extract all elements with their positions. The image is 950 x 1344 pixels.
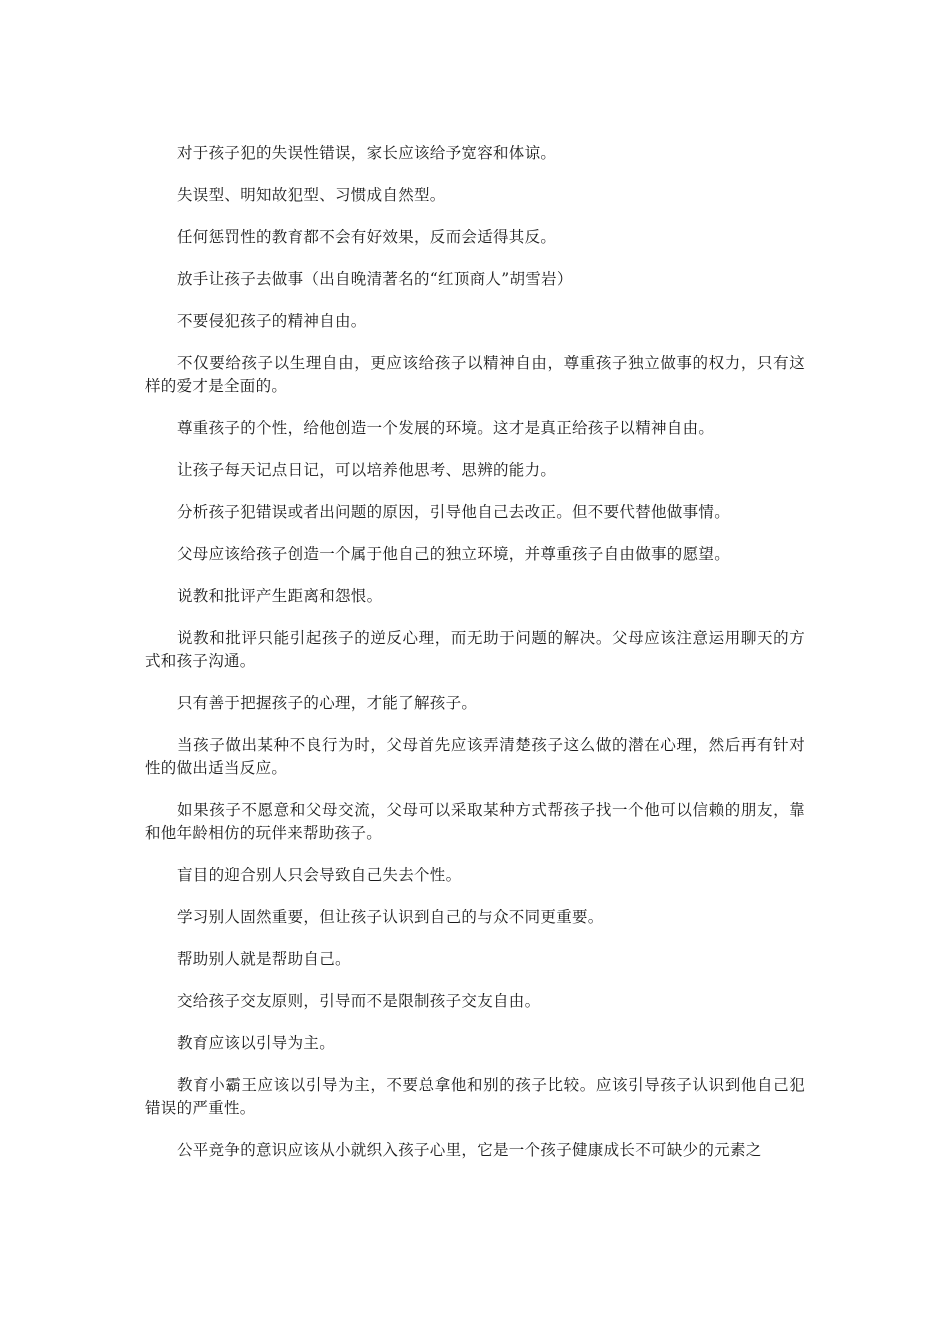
paragraph: 父母应该给孩子创造一个属于他自己的独立环境，并尊重孩子自由做事的愿望。 [177, 545, 731, 563]
paragraph: 不仅要给孩子以生理自由，更应该给孩子以精神自由，尊重孩子独立做事的权力，只有这样的爱才是全面的。 [145, 354, 805, 395]
paragraph: 让孩子每天记点日记，可以培养他思考、思辨的能力。 [177, 461, 557, 479]
paragraph: 公平竞争的意识应该从小就织入孩子心里，它是一个孩子健康成长不可缺少的元素之 [177, 1141, 762, 1159]
paragraph: 分析孩子犯错误或者出问题的原因，引导他自己去改正。但不要代替他做事情。 [177, 503, 731, 521]
paragraph: 任何惩罚性的教育都不会有好效果，反而会适得其反。 [177, 228, 557, 246]
paragraph: 教育应该以引导为主。 [177, 1034, 336, 1052]
paragraph: 放手让孩子去做事（出自晚清著名的“红顶商人”胡雪岩） [177, 270, 573, 288]
paragraph: 如果孩子不愿意和父母交流，父母可以采取某种方式帮孩子找一个他可以信赖的朋友，靠和他年龄相仿的玩伴来帮助孩子。 [145, 801, 805, 842]
document-body [145, 142, 805, 1181]
paragraph: 只有善于把握孩子的心理，才能了解孩子。 [177, 694, 478, 712]
paragraph: 教育小霸王应该以引导为主，不要总拿他和别的孩子比较。应该引导孩子认识到他自己犯错误的严重性。 [145, 1076, 805, 1117]
paragraph: 盲目的迎合别人只会导致自己失去个性。 [177, 866, 462, 884]
paragraph: 交给孩子交友原则，引导而不是限制孩子交友自由。 [177, 992, 541, 1010]
paragraph: 失误型、明知故犯型、习惯成自然型。 [177, 186, 446, 204]
paragraph: 尊重孩子的个性，给他创造一个发展的环境。这才是真正给孩子以精神自由。 [177, 419, 715, 437]
paragraph: 对于孩子犯的失误性错误，家长应该给予宽容和体谅。 [177, 144, 557, 162]
paragraph: 说教和批评只能引起孩子的逆反心理，而无助于问题的解决。父母应该注意运用聊天的方式和孩子沟通。 [145, 629, 805, 670]
paragraph: 学习别人固然重要，但让孩子认识到自己的与众不同更重要。 [177, 908, 604, 926]
paragraph: 说教和批评产生距离和怨恨。 [177, 587, 383, 605]
paragraph: 帮助别人就是帮助自己。 [177, 950, 351, 968]
paragraph: 不要侵犯孩子的精神自由。 [177, 312, 367, 330]
paragraph: 当孩子做出某种不良行为时，父母首先应该弄清楚孩子这么做的潜在心理，然后再有针对性的做出适当反应。 [145, 736, 805, 777]
